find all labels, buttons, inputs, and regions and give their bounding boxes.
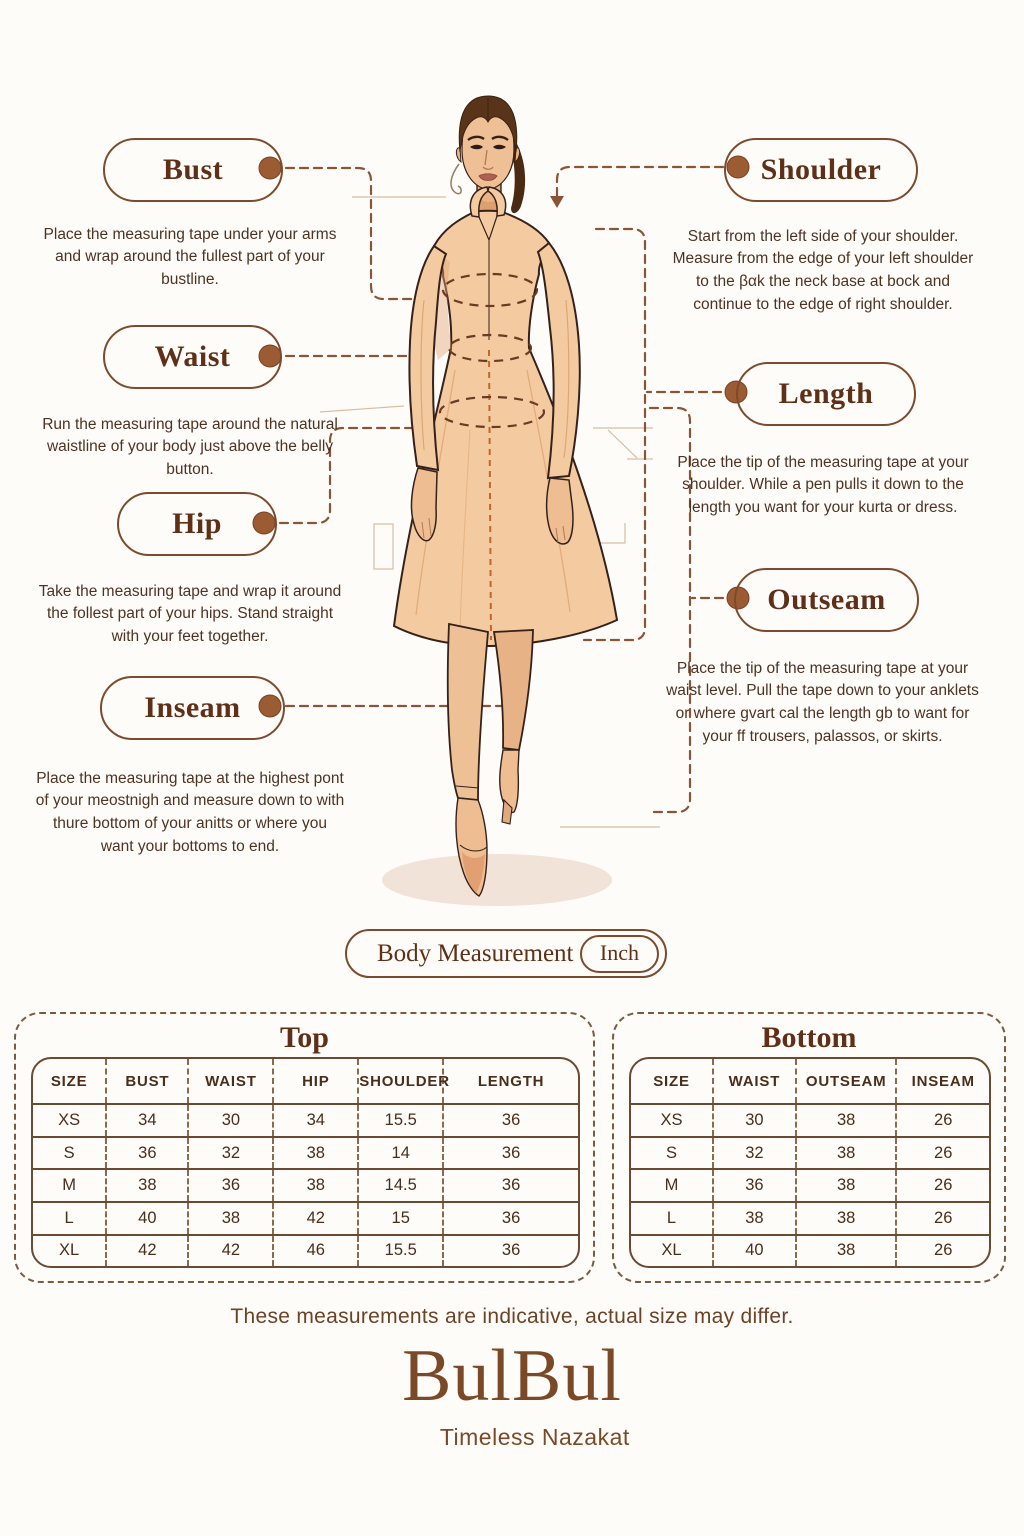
column-header: SIZE [653, 1072, 690, 1090]
disclaimer-text: These measurements are indicative, actual size may differ. [230, 1305, 794, 1328]
table-cell: 36 [713, 1169, 796, 1202]
table-cell: 38 [273, 1169, 358, 1202]
table-cell: 15.5 [358, 1104, 443, 1137]
table-cell: 42 [188, 1235, 273, 1266]
table-cell: 26 [896, 1169, 989, 1202]
table-cell: 36 [443, 1137, 578, 1170]
bottom-size-table-card [612, 1012, 1006, 1283]
outseam-label: Outseam [767, 583, 886, 616]
bust-description: Place the measuring tape under your arms and wrap around the fullest part of your bustline. [43, 225, 337, 289]
model-figure [382, 96, 617, 906]
table-row [33, 1202, 578, 1235]
table-row [631, 1137, 989, 1170]
table-cell: 38 [796, 1169, 897, 1202]
table-row [631, 1104, 989, 1137]
table-cell: 36 [106, 1137, 188, 1170]
table-cell: 40 [713, 1235, 796, 1266]
shoulder-connector [557, 167, 737, 196]
table-cell: 38 [796, 1137, 897, 1170]
table-cell: M [33, 1169, 106, 1202]
table-cell: XL [33, 1235, 106, 1266]
table-cell: 36 [443, 1235, 578, 1266]
inseam-label-pill [100, 676, 285, 740]
waist-label-pill [103, 325, 282, 389]
table-cell: 38 [796, 1202, 897, 1235]
brand-tagline: Timeless Nazakat [439, 1424, 630, 1450]
shoulder-label: Shoulder [760, 153, 882, 186]
table-row [33, 1235, 578, 1266]
table-cell: 36 [443, 1202, 578, 1235]
unit-inch-pill: Inch [580, 935, 659, 973]
table-cell: 32 [713, 1137, 796, 1170]
table-cell: S [33, 1137, 106, 1170]
column-header: OUTSEAM [796, 1059, 897, 1104]
table-row [631, 1235, 989, 1266]
table-cell: 15.5 [358, 1235, 443, 1266]
bottom-size-table [631, 1059, 989, 1266]
table-cell: 15 [358, 1202, 443, 1235]
inseam-label: Inseam [144, 691, 241, 724]
top-size-table-card [14, 1012, 595, 1283]
floor-shadow [382, 854, 612, 906]
column-header: LENGTH [443, 1059, 578, 1104]
table-cell: 36 [188, 1169, 273, 1202]
length-description: Place the tip of the measuring tape at your shoulder. While a pen pulls it down to the length you want for your kurta or dress. [677, 453, 969, 517]
bottom-table-title: Bottom [761, 1021, 857, 1054]
table-cell: 26 [896, 1235, 989, 1266]
table-cell: 34 [106, 1104, 188, 1137]
column-header: SIZE [50, 1072, 88, 1090]
table-cell: 30 [188, 1104, 273, 1137]
table-cell: 36 [443, 1104, 578, 1137]
column-header: HIP [273, 1059, 358, 1104]
column-header: INSEAM [896, 1059, 989, 1104]
table-cell: 26 [896, 1202, 989, 1235]
outseam-description: Place the tip of the measuring tape at your waist level. Pull the tape down to your anklets or where gvart cal the length gb to want for your ff trousers, palassos, or skirts. [666, 659, 979, 746]
table-cell: L [33, 1202, 106, 1235]
length-label-pill [736, 362, 916, 426]
bust-label-pill [103, 138, 283, 202]
table-cell: 40 [106, 1202, 188, 1235]
table-cell: 26 [896, 1137, 989, 1170]
table-row [33, 1104, 578, 1137]
table-cell: 38 [106, 1169, 188, 1202]
bottom-header-row [631, 1059, 989, 1104]
top-header-row [33, 1059, 578, 1104]
table-cell: 36 [443, 1169, 578, 1202]
hip-description: Take the measuring tape and wrap it around the follest part of your hips. Stand straight with your feet together. [38, 582, 342, 646]
top-size-table [33, 1059, 578, 1266]
length-label: Length [778, 377, 874, 410]
table-row [33, 1137, 578, 1170]
table-cell: S [631, 1137, 713, 1170]
table-cell: 34 [273, 1104, 358, 1137]
shoulder-arrowhead [550, 196, 564, 208]
table-cell: XS [631, 1104, 713, 1137]
bottom-table-box [629, 1057, 991, 1268]
table-cell: XS [33, 1104, 106, 1137]
table-cell: XL [631, 1235, 713, 1266]
table-row [631, 1202, 989, 1235]
column-header: BUST [106, 1059, 188, 1104]
table-cell: 38 [796, 1104, 897, 1137]
column-header: WAIST [713, 1059, 796, 1104]
waist-description: Run the measuring tape around the natural waistline of your body just above the belly button. [42, 415, 338, 479]
inseam-description: Place the measuring tape at the highest pont of your meostnigh and measure down to with thure bottom of your anitts or where you want your bottoms to end. [35, 769, 345, 856]
table-cell: 14 [358, 1137, 443, 1170]
table-cell: 38 [273, 1137, 358, 1170]
table-cell: 38 [796, 1235, 897, 1266]
waist-label: Waist [154, 340, 231, 373]
table-cell: L [631, 1202, 713, 1235]
body-measurement-label: Body Measurement [377, 939, 574, 967]
table-cell: 42 [273, 1202, 358, 1235]
shoulder-description: Start from the left side of your shoulder. Measure from the edge of your left shoulder to the βαk the neck base at bock and continue to the edge of right shoulder. [672, 227, 974, 314]
table-cell: M [631, 1169, 713, 1202]
bottom-table-body [631, 1104, 989, 1266]
brand-logo: BulBul [402, 1335, 622, 1417]
bust-label: Bust [162, 153, 224, 186]
body-measurement-banner [345, 929, 667, 978]
table-cell: 14.5 [358, 1169, 443, 1202]
table-cell: 26 [896, 1104, 989, 1137]
outseam-label-pill [734, 568, 919, 632]
shoulder-label-pill [724, 138, 918, 202]
top-table-title: Top [280, 1021, 329, 1054]
table-cell: 38 [188, 1202, 273, 1235]
table-cell: 30 [713, 1104, 796, 1137]
earring [451, 164, 461, 194]
top-table-box [31, 1057, 580, 1268]
column-header: WAIST [188, 1059, 273, 1104]
table-cell: 38 [713, 1202, 796, 1235]
table-cell: 32 [188, 1137, 273, 1170]
hip-label-pill [117, 492, 277, 556]
top-table-body [33, 1104, 578, 1266]
table-row [631, 1169, 989, 1202]
table-row [33, 1169, 578, 1202]
column-header: SHOULDER [358, 1059, 443, 1104]
table-cell: 42 [106, 1235, 188, 1266]
hip-label: Hip [172, 507, 222, 540]
table-cell: 46 [273, 1235, 358, 1266]
